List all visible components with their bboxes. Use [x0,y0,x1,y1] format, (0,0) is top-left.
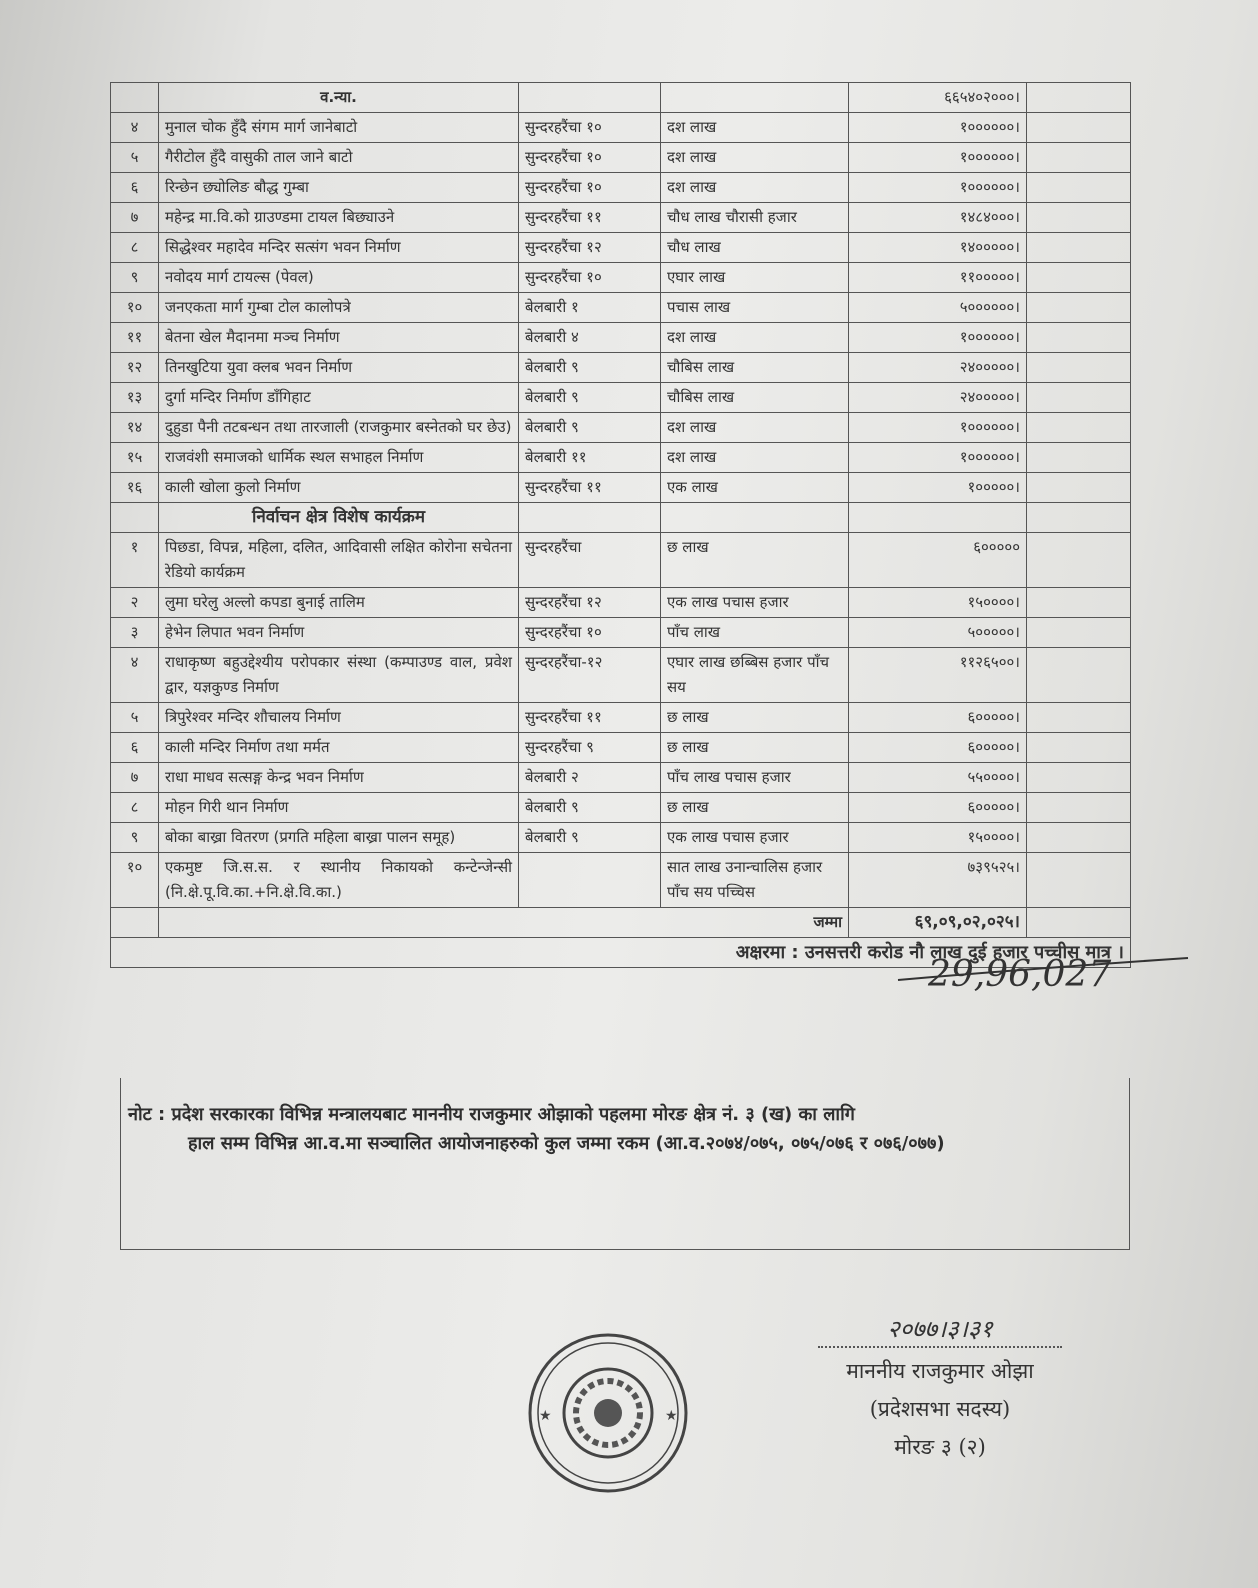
handwritten-amount [888,928,1198,998]
row-amount: १००००००। [849,413,1027,443]
row-serial: ३ [111,618,159,648]
row-amount-words: दश लाख [661,143,849,173]
row-serial: १२ [111,353,159,383]
row-serial: ७ [111,763,159,793]
table-row [111,233,1131,263]
row-location: बेलबारी २ [519,763,661,793]
row-amount-words: दश लाख [661,113,849,143]
row-location: बेलबारी ९ [519,383,661,413]
row-amount-words: चौबिस लाख [661,383,849,413]
section-row [111,503,1131,533]
row-serial: २ [111,588,159,618]
row-blank [1027,533,1131,588]
row-blank [1027,503,1131,533]
row-project-name: दुर्गा मन्दिर निर्माण डाँगिहाट [159,383,519,413]
row-blank [1027,263,1131,293]
row-blank [1027,618,1131,648]
row-amount-words: दश लाख [661,173,849,203]
row-amount-words: छ लाख [661,793,849,823]
row-blank [1027,648,1131,703]
row-location: सुन्दरहरैंचा-१२ [519,648,661,703]
row-project-name: जनएकता मार्ग गुम्बा टोल कालोपत्रे [159,293,519,323]
row-amount: ५०००००। [849,618,1027,648]
row-project-name: पिछडा, विपन्न, महिला, दलित, आदिवासी लक्षित कोरोना सचेतना रेडियो कार्यक्रम [159,533,519,588]
row-project-name: त्रिपुरेश्वर मन्दिर शौचालय निर्माण [159,703,519,733]
row-amount: १४०००००। [849,233,1027,263]
row-amount: ११०००००। [849,263,1027,293]
row-blank [1027,293,1131,323]
row-blank [111,503,159,533]
row-amount-words: एघार लाख [661,263,849,293]
signatory-constituency: मोरङ ३ (२) [894,1435,986,1459]
row-amount-words: चौध लाख चौरासी हजार [661,203,849,233]
row-serial: १५ [111,443,159,473]
row-project-name: राधा माधव सत्सङ्ग केन्द्र भवन निर्माण [159,763,519,793]
row-project-name: एकमुष्ट जि.स.स. र स्थानीय निकायको कन्टेन्जेन्सी (नि.क्षे.पू.वि.का.+नि.क्षे.वि.का.) [159,853,519,908]
row-serial: १० [111,293,159,323]
row-amount: १००००००। [849,173,1027,203]
row-blank [1027,203,1131,233]
row-location: सुन्दरहरैंचा १० [519,173,661,203]
table-row [111,823,1131,853]
row-amount: १४८४०००। [849,203,1027,233]
row-serial: ५ [111,703,159,733]
row-amount: १००००००। [849,143,1027,173]
row-amount-words: चौबिस लाख [661,353,849,383]
row-blank [1027,353,1131,383]
row-blank [1027,443,1131,473]
row-blank [1027,323,1131,353]
row-serial: ८ [111,233,159,263]
row-amount-words: एक लाख पचास हजार [661,823,849,853]
row-project-name: मुनाल चोक हुँदै संगम मार्ग जानेबाटो [159,113,519,143]
row-location: सुन्दरहरैंचा ११ [519,203,661,233]
project-table [110,82,1131,968]
row-serial: ५ [111,143,159,173]
row-amount-words: चौध लाख [661,233,849,263]
row-serial: ९ [111,823,159,853]
row-amount: १००००००। [849,323,1027,353]
table-row [111,533,1131,588]
row-serial: १४ [111,413,159,443]
row-amount-words: पचास लाख [661,293,849,323]
row-project-name: सिद्धेश्वर महादेव मन्दिर सत्संग भवन निर्माण [159,233,519,263]
table-row [111,473,1131,503]
row-serial: १६ [111,473,159,503]
row-location: सुन्दरहरैंचा १२ [519,233,661,263]
row-project-name: राजवंशी समाजको धार्मिक स्थल सभाहल निर्माण [159,443,519,473]
row-amount-words: छ लाख [661,533,849,588]
row-project-name: मोहन गिरी थान निर्माण [159,793,519,823]
row-location: सुन्दरहरैंचा १० [519,263,661,293]
table-row [111,733,1131,763]
row-amount: २४०००००। [849,383,1027,413]
row-amount-words: दश लाख [661,413,849,443]
svg-text:★: ★ [665,1408,678,1424]
row-blank [849,503,1027,533]
handwritten-amount-text: 29,96,027 [928,954,1112,995]
row-blank [1027,413,1131,443]
table-row [111,413,1131,443]
note-rest: हाल सम्म विभिन्न आ.व.मा सञ्चालित आयोजनाहरुको कुल जम्मा रकम (आ.व.२०७४/०७५, ०७५/०७६ र ०७६/०७७) [188,1133,945,1154]
row-location: सुन्दरहरैंचा १० [519,143,661,173]
row-blank [519,503,661,533]
row-amount: ११२६५००। [849,648,1027,703]
row-amount: १५००००। [849,823,1027,853]
row-project-name: दुहुडा पैनी तटबन्धन तथा तारजाली (राजकुमार बस्नेतको घर छेउ) [159,413,519,443]
row-project-name: बोका बाख्रा वितरण (प्रगति महिला बाख्रा पालन समूह) [159,823,519,853]
row-location: बेलबारी ९ [519,793,661,823]
row-blank [661,503,849,533]
table-row [111,263,1131,293]
row-project-name: महेन्द्र मा.वि.को ग्राउण्डमा टायल बिछ्याउने [159,203,519,233]
row-amount-words: पाँच लाख [661,618,849,648]
row-amount: २४०००००। [849,353,1027,383]
table-row [111,173,1131,203]
row-amount: १०००००। [849,473,1027,503]
top-row-amount: ६६५४०२०००। [849,83,1027,113]
top-row-label: व.न्या. [159,83,519,113]
row-blank [1027,823,1131,853]
table-row [111,353,1131,383]
row-serial: १३ [111,383,159,413]
row-location: बेलबारी १ [519,293,661,323]
table-row [111,293,1131,323]
row-blank [1027,763,1131,793]
table-row [111,618,1131,648]
signatory-name: माननीय राजकुमार ओझा [846,1359,1034,1383]
row-amount: ६०००००। [849,703,1027,733]
row-blank [1027,733,1131,763]
signature-line [818,1346,1062,1348]
svg-text:★: ★ [539,1408,552,1424]
table-row [111,113,1131,143]
row-project-name: लुमा घरेलु अल्लो कपडा बुनाई तालिम [159,588,519,618]
row-serial: ७ [111,203,159,233]
row-project-name: हेभेन लिपात भवन निर्माण [159,618,519,648]
row-amount-words: दश लाख [661,443,849,473]
table-row [111,323,1131,353]
row-amount-words: एक लाख [661,473,849,503]
official-seal [525,1330,691,1496]
note [128,1100,1118,1158]
table-row [111,203,1131,233]
row-location: सुन्दरहरैंचा [519,533,661,588]
row-amount: ६००००० [849,533,1027,588]
row-location: सुन्दरहरैंचा १२ [519,588,661,618]
row-blank [1027,173,1131,203]
row-blank [111,908,159,938]
row-project-name: गैरीटोल हुँदै वासुकी ताल जाने बाटो [159,143,519,173]
table-row [111,143,1131,173]
signatory-role: (प्रदेशसभा सदस्य) [869,1397,1011,1421]
row-blank [1027,383,1131,413]
row-blank [1027,233,1131,263]
row-serial: ६ [111,733,159,763]
row-amount: १५००००। [849,588,1027,618]
row-amount-words: पाँच लाख पचास हजार [661,763,849,793]
row-blank [1027,853,1131,908]
row-project-name: राधाकृष्ण बहुउद्देश्यीय परोपकार संस्था (कम्पाउण्ड वाल, प्रवेश द्वार, यज्ञकुण्ड निर्माण [159,648,519,703]
row-blank [1027,143,1131,173]
row-amount: ६०००००। [849,733,1027,763]
row-project-name: बेतना खेल मैदानमा मञ्च निर्माण [159,323,519,353]
table-row [111,703,1131,733]
row-serial: ४ [111,113,159,143]
row-location: बेलबारी ११ [519,443,661,473]
row-amount-words: सात लाख उनान्चालिस हजार पाँच सय पच्चिस [661,853,849,908]
row-serial: ४ [111,648,159,703]
row-amount: ७३९५२५। [849,853,1027,908]
table-row [111,763,1131,793]
row-location: सुन्दरहरैंचा ११ [519,473,661,503]
table-row [111,853,1131,908]
row-location: सुन्दरहरैंचा ११ [519,703,661,733]
signature-block [800,1310,1080,1466]
row-blank [1027,473,1131,503]
total-in-words: अक्षरमा : उनसत्तरी करोड नौ लाख दुई हजार पच्चीस मात्र । [111,938,1131,968]
table-row [111,83,1131,113]
table-row [111,588,1131,618]
row-amount: ६०००००। [849,793,1027,823]
row-amount-words: छ लाख [661,703,849,733]
row-amount: ५००००००। [849,293,1027,323]
row-project-name: तिनखुटिया युवा क्लब भवन निर्माण [159,353,519,383]
row-amount-words: एघार लाख छब्बिस हजार पाँच सय [661,648,849,703]
table-row [111,443,1131,473]
row-location [519,853,661,908]
row-serial: ८ [111,793,159,823]
row-location: सुन्दरहरैंचा १० [519,618,661,648]
row-location: बेलबारी ९ [519,823,661,853]
row-blank [1027,793,1131,823]
row-amount-words: एक लाख पचास हजार [661,588,849,618]
row-location: बेलबारी ४ [519,323,661,353]
row-serial: ९ [111,263,159,293]
row-location: बेलबारी ९ [519,413,661,443]
total-amount: ६९,०९,०२,०२५। [849,908,1027,938]
row-blank [1027,588,1131,618]
row-serial: ६ [111,173,159,203]
row-amount: १००००००। [849,443,1027,473]
row-location: सुन्दरहरैंचा ९ [519,733,661,763]
note-first-line: नोट : प्रदेश सरकारका विभिन्न मन्त्रालयबाट माननीय राजकुमार ओझाको पहलमा मोरङ क्षेत्र नं. ३ (ख) का लागि [128,1104,855,1125]
table-row [111,383,1131,413]
row-amount: ५५००००। [849,763,1027,793]
total-label: जम्मा [159,908,849,938]
row-amount-words: दश लाख [661,323,849,353]
row-serial: ११ [111,323,159,353]
table-row [111,793,1131,823]
row-project-name: रिन्छेन छ्योलिङ बौद्ध गुम्बा [159,173,519,203]
row-amount-words: छ लाख [661,733,849,763]
row-project-name: काली मन्दिर निर्माण तथा मर्मत [159,733,519,763]
signature-scribble: २०७७।३।३१ [887,1315,993,1343]
section-title: निर्वाचन क्षेत्र विशेष कार्यक्रम [159,503,519,533]
row-amount: १००००००। [849,113,1027,143]
row-project-name: काली खोला कुलो निर्माण [159,473,519,503]
row-serial: १ [111,533,159,588]
table-row [111,648,1131,703]
row-project-name: नवोदय मार्ग टायल्स (पेवल) [159,263,519,293]
row-blank [1027,113,1131,143]
row-location: सुन्दरहरैंचा १० [519,113,661,143]
row-location: बेलबारी ९ [519,353,661,383]
row-serial: १० [111,853,159,908]
row-blank [1027,703,1131,733]
